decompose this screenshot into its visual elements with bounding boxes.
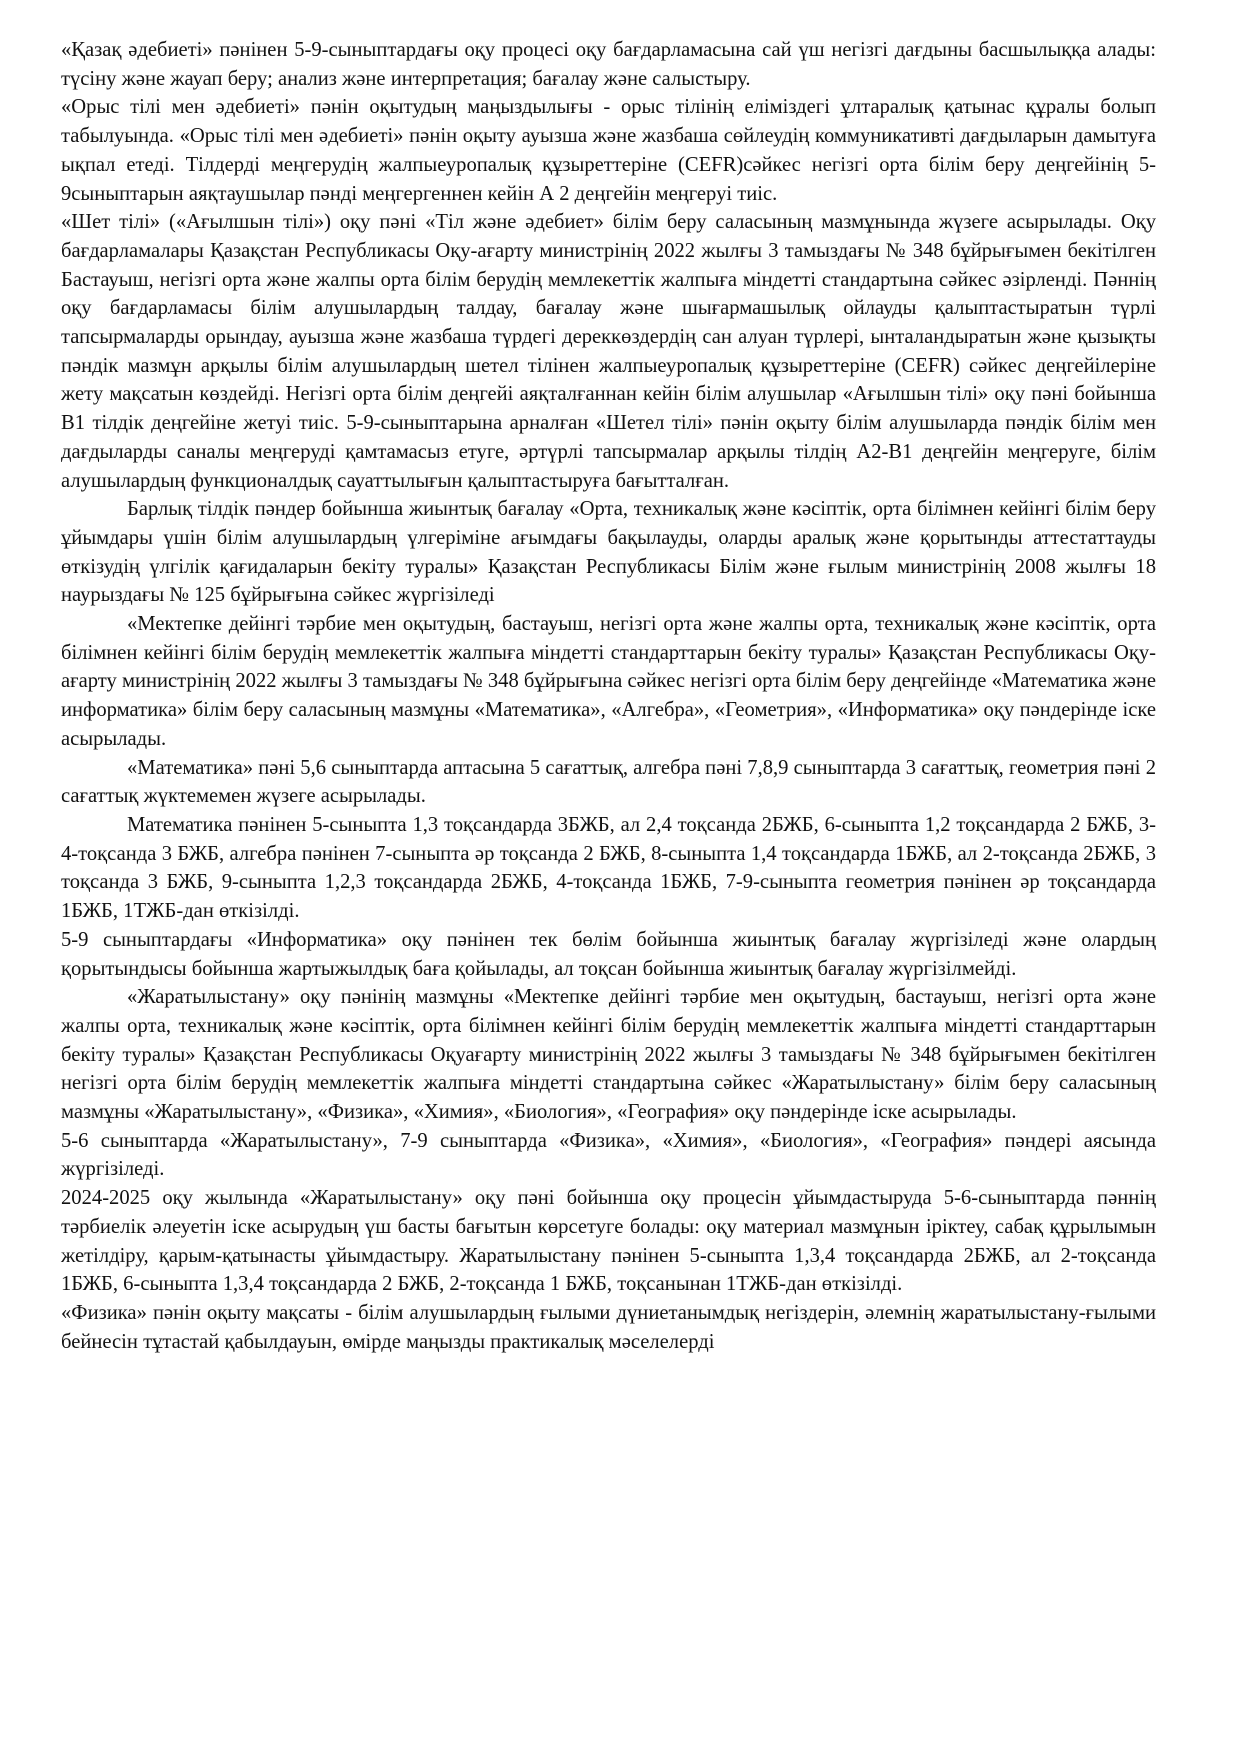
paragraph-natural-science-2024: 2024-2025 оқу жылында «Жаратылыстану» оқу пәні бойынша оқу процесін ұйымдастыруда 5-6-сыныптарда пәннің тәрбиелік әлеуетін іске асырудың үш басты бағытын көрсетуге болады: оқу материал мазмұнын іріктеу, сабақ құрылымын жетілдіру, қарым-қатынасты ұйымдастыру. Жаратылыстану пәнінен 5-сыныпта 1,3,4 тоқсандарда 2БЖБ, ал 2-тоқсанда 1БЖБ, 6-сыныпта 1,3,4 тоқсандарда 2 БЖБ, 2-тоқсанда 1 БЖБ, тоқсанынан 1ТЖБ-дан өткізілді. [61, 1187, 1156, 1296]
paragraph-natural-science-standard: «Жаратылыстану» оқу пәнінің мазмұны «Мектепке дейінгі тәрбие мен оқытудың, бастауыш, негізгі орта және жалпы орта, техникалық және кәсіптік, орта білімнен кейінгі білім берудің мемлекеттік жалпыға міндетті стандарттарын бекіту туралы» Қазақстан Республикасы Оқуағарту министрінің 2022 жылғы 3 тамыздағы № 348 бұйрығымен бекітілген негізгі орта білім берудің мемлекеттік жалпыға міндетті стандартына сәйкес «Жаратылыстану» білім беру саласының мазмұны «Жаратылыстану», «Физика», «Химия», «Биология», «География» оқу пәндерінде іске асырылады. [61, 986, 1156, 1124]
paragraph-math-assessments: Математика пәнінен 5-сыныпта 1,3 тоқсандарда 3БЖБ, ал 2,4 тоқсанда 2БЖБ, 6-сыныпта 1,2 тоқсандарда 2 БЖБ, 3-4-тоқсанда 3 БЖБ, алгебра пәнінен 7-сыныпта әр тоқсанда 2 БЖБ, 8-сыныпта 1,4 тоқсандарда 1БЖБ, ал 2-тоқсанда 2БЖБ, 3 тоқсанда 3 БЖБ, 9-сыныпта 1,2,3 тоқсандарда 2БЖБ, 4-тоқсанда 1БЖБ, 7-9-сыныпта геометрия пәнінен әр тоқсандарда 1БЖБ, 1ТЖБ-дан өткізілді. [61, 813, 1156, 923]
paragraph-informatics: 5-9 сыныптардағы «Информатика» оқу пәнінен тек бөлім бойынша жиынтық бағалау жүргізіледі және олардың қорытындысы бойынша жартыжылдық баға қойылады, ал тоқсан бойынша жиынтық бағалау жүргізілмейді. [61, 928, 1156, 980]
paragraph-kazakh-literature: «Қазақ әдебиеті» пәнінен 5-9-сыныптардағы оқу процесі оқу бағдарламасына сай үш негізгі дағдыны басшылыққа алады: түсіну және жауап беру; анализ және интерпретация; бағалау және салыстыру. [61, 39, 1156, 90]
paragraph-russian-language: «Орыс тілі мен әдебиеті» пәнін оқытудың маңыздылығы - орыс тілінің еліміздегі ұлтаралық қатынас құралы болып табылуында. «Орыс тілі мен әдебиеті» пәнін оқыту ауызша және жазбаша сөйлеудің коммуникативті дағдыларын дамытуға ықпал етеді. Тілдерді меңгерудің жалпыеуропалық құзыреттеріне (CEFR)сәйкес негізгі орта білім беру деңгейінің 5-9сыныптарын аяқтаушылар пәнді меңгергеннен кейін А 2 деңгейін меңгеруі тиіс. [61, 96, 1156, 205]
paragraph-summative-assessment: Барлық тілдік пәндер бойынша жиынтық бағалау «Орта, техникалық және кәсіптік, орта білімнен кейінгі білім беру ұйымдары үшін білім алушылардың үлгеріміне ағымдағы бақылауды, оларды аралық және қорытынды аттестаттауды өткізудің үлгілік қағидаларын бекіту туралы» Қазақстан Республикасы Білім және ғылым министрінің 2008 жылғы 18 наурыздағы № 125 бұйрығына сәйкес жүргізіледі [61, 498, 1156, 607]
paragraph-science-subjects: 5-6 сыныптарда «Жаратылыстану», 7-9 сыныптарда «Физика», «Химия», «Биология», «География» пәндері аясында жүргізіледі. [61, 1129, 1156, 1181]
paragraph-math-informatics-standard: «Мектепке дейінгі тәрбие мен оқытудың, бастауыш, негізгі орта және жалпы орта, техникалық және кәсіптік, орта білімнен кейінгі білім берудің мемлекеттік жалпыға міндетті стандарттарын бекіту туралы» Қазақстан Республикасы Оқу-ағарту министрінің 2022 жылғы 3 тамыздағы № 348 бұйрығына сәйкес негізгі орта білім беру деңгейінде «Математика және информатика» білім беру саласының мазмұны «Математика», «Алгебра», «Геометрия», «Информатика» оқу пәндерінде іске асырылады. [61, 613, 1156, 750]
document-page [61, 36, 1156, 1356]
paragraph-math-hours: «Математика» пәні 5,6 сыныптарда аптасына 5 сағаттық, алгебра пәні 7,8,9 сыныптарда 3 сағаттық, геометрия пәні 2 сағаттық жүктемемен жүзеге асырылады. [61, 756, 1156, 808]
paragraph-foreign-language: «Шет тілі» («Ағылшын тілі») оқу пәні «Тіл және әдебиет» білім беру саласының мазмұнында жүзеге асырылады. Оқу бағдарламалары Қазақстан Республикасы Оқу-ағарту министрінің 2022 жылғы 3 тамыздағы № 348 бұйрығымен бекітілген Бастауыш, негізгі орта және жалпы орта білім берудің мемлекеттік жалпыға міндетті стандартына сәйкес әзірленді. Пәннің оқу бағдарламасы білім алушылардың талдау, бағалау және шығармашылық ойлауды қалыптастыратын түрлі тапсырмаларды орындау, ауызша және жазбаша түрдегі дереккөздердің сан алуан түрлері, ынталандыратын және қызықты пәндік мазмұн арқылы білім алушылардың шетел тілінен жалпыеуропалық құзыреттеріне (CEFR) сәйкес деңгейілеріне жету мақсатын көздейді. Негізгі орта білім деңгейі аяқталғаннан кейін білім алушылар «Ағылшын тілі» оқу пәні бойынша В1 тілдік деңгейіне жетуі тиіс. 5-9-сыныптарына арналған «Шетел тілі» пәнін оқыту білім алушыларда пәндік білім мен дағдыларды саналы меңгеруді қамтамасыз етуге, әртүрлі тапсырмалар арқылы тілдің А2-В1 деңгейін меңгеруге, білім алушылардың функционалдық сауаттылығын қалыптастыруға бағытталған. [61, 211, 1156, 492]
paragraph-physics-goal: «Физика» пәнін оқыту мақсаты - білім алушылардың ғылыми дүниетанымдық негіздерін, әлемнің жаратылыстану-ғылыми бейнесін тұтастай қабылдауын, өмірде маңызды практикалық мәселелерді [61, 1301, 1156, 1353]
